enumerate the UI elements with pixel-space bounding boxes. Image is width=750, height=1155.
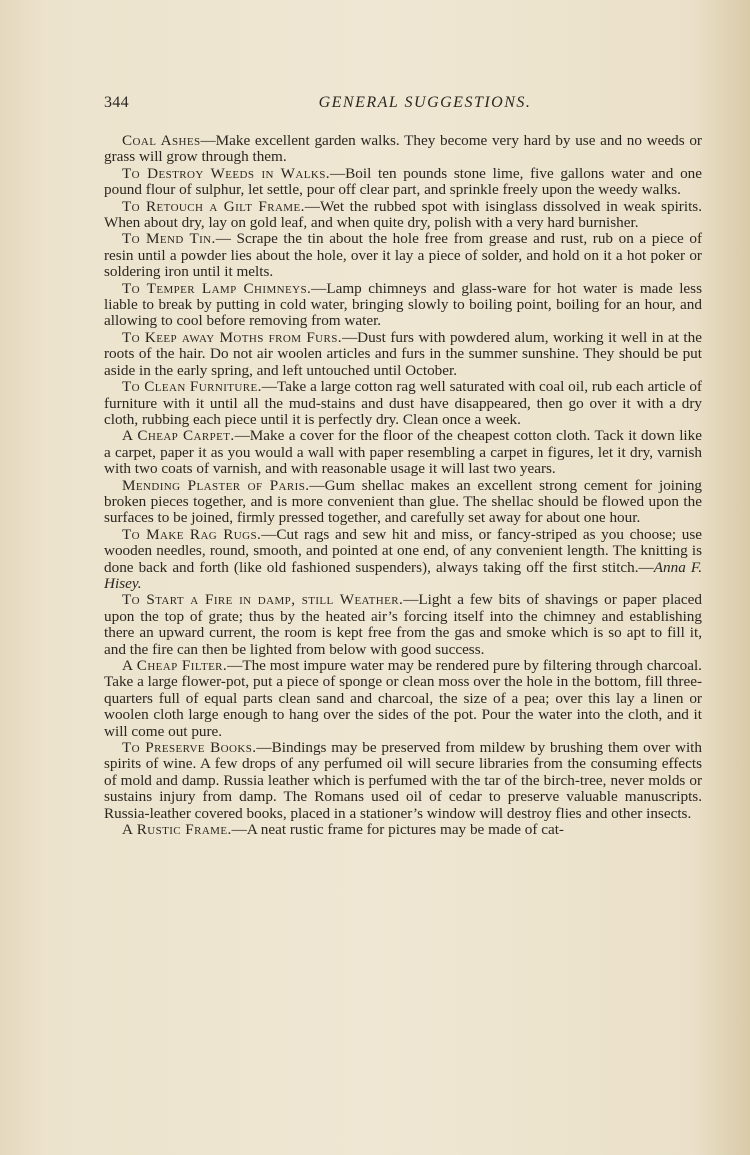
entry-body: —Gum shellac makes an excellent strong cement for joining broken pieces together, and is more convenient than glue. The shellac should be flowed upon the surfaces to be joined, firmly pressed together, and carefully set away for about one hour. (104, 476, 703, 527)
entry-body: —Lamp chimneys and glass-ware for hot water is made less liable to break by putting in cold water, bringing slowly to boiling point, boiling for an hour, and allowing to cool before removing from water. (104, 279, 702, 330)
entry-body: —Wet the rubbed spot with isinglass dissolved in weak spirits. When about dry, lay on gold leaf, and when quite dry, polish with a very hard burnisher. (104, 197, 702, 232)
entry-cheap-carpet (104, 428, 702, 477)
entry-body: —Take a large cotton rag well saturated with coal oil, rub each article of furniture with it until all the mud-stains and dust have disappeared, then go over it with a dry cloth, rubbing each piece until it is perfectly dry. Clean once a week. (104, 378, 702, 428)
body-text (104, 133, 702, 838)
entry-preserve-books (104, 740, 702, 822)
entry-heading: To Retouch a Gilt Frame. (122, 197, 305, 215)
entry-heading: To Temper Lamp Chimneys. (122, 279, 312, 297)
entry-cheap-filter (104, 658, 702, 740)
entry-body: — Scrape the tin about the hole free from grease and rust, rub on a piece of resin until a powder lies about the hole, over it lay a piece of solder, and hold on it a hot poker or soldering iron until it melts. (104, 230, 703, 281)
entry-heading: To Keep away Moths from Furs. (122, 328, 342, 346)
entry-moths-from-furs (104, 330, 702, 379)
entry-body: —Cut rags and sew hit and miss, or fancy-striped as you choose; use wooden needles, round, smooth, and pointed at one end, of any convenient length. The knitting is done back and forth (like old fashioned suspenders), always taking off the first stitch.— (104, 525, 702, 576)
entry-heading: A Cheap Filter. (122, 657, 228, 674)
entry-mend-tin (104, 231, 702, 280)
entry-temper-lamp-chimneys (104, 281, 702, 330)
entry-body: —Dust furs with powdered alum, working it well in at the roots of the hair. Do not air woolen articles and furs in the summer sunshine. They should be put aside in the early spring, and left untouched until October. (104, 328, 702, 379)
entry-heading: A Rustic Frame. (122, 821, 232, 839)
entry-clean-furniture (104, 379, 702, 428)
entry-heading: To Destroy Weeds in Walks. (122, 164, 330, 182)
running-title: GENERAL SUGGESTIONS. (318, 94, 532, 111)
entry-coal-ashes (104, 133, 702, 166)
entry-body: —Make a cover for the floor of the cheapest cotton cloth. Tack it down like a carpet, paper it as you would a wall with paper resembling a carpet in figures, let it dry, varnish with two coats of varnish, and with reasonable usage it will last two years. (104, 427, 702, 478)
page-number: 344 (104, 94, 129, 111)
entry-body: —Light a few bits of shavings or paper placed upon the top of grate; thus by the heated air’s forcing itself into the chimney and establishing there an upward current, the room is kept free from the gas and smoke which is so apt to fill it, and the fire can then be lighted from below with good success. (104, 591, 702, 658)
entry-heading: To Preserve Books. (122, 739, 257, 757)
entry-body: —A neat rustic frame for pictures may be made of cat- (231, 821, 564, 839)
entry-retouch-gilt-frame (104, 199, 702, 232)
entry-heading: To Mend Tin. (122, 230, 216, 248)
entry-heading: To Clean Furniture. (122, 378, 262, 396)
entry-start-fire (104, 592, 702, 658)
entry-heading: To Start a Fire in damp, still Weather. (122, 591, 404, 609)
entry-heading: A Cheap Carpet. (122, 427, 235, 445)
entry-heading: Coal Ashes (122, 132, 201, 149)
entry-heading: Mending Plaster of Paris. (122, 476, 310, 494)
entry-body: —Make excellent garden walks. They become very hard by use and no weeds or grass will grow through them. (104, 132, 702, 166)
entry-rag-rugs (104, 527, 702, 593)
entry-body: —Bindings may be preserved from mildew by brushing them over with spirits of wine. A few drops of any perfumed oil will secure libraries from the consuming effects of mold and damp. Russia leather which is perfumed with the tar of the birch-tree, never molds or sustains injury from damp. The Romans used oil of cedar to preserve valuable manuscripts. Russia-leather covered books, placed in a stationer’s window will destroy flies and other insects. (104, 739, 702, 822)
entry-mending-plaster (104, 478, 702, 527)
entry-heading: To Make Rag Rugs. (122, 525, 262, 543)
entry-body: —The most impure water may be rendered pure by filtering through charcoal. Take a large flower-pot, put a piece of sponge or clean moss over the hole in the bottom, fill three-quarters full of equal parts clean sand and charcoal, the size of a pea; over this lay a linen or woolen cloth large enough to hang over the sides of the pot. Pour the water into the cloth, and it will come out pure. (104, 657, 702, 740)
entry-destroy-weeds (104, 166, 702, 199)
entry-body: —Boil ten pounds stone lime, five gallons water and one pound flour of sulphur, let settle, pour off clear part, and sprinkle freely upon the weedy walks. (104, 164, 703, 199)
entry-signature: Anna F. Hisey. (104, 558, 702, 592)
page-header (104, 94, 706, 116)
entry-rustic-frame (104, 822, 702, 838)
